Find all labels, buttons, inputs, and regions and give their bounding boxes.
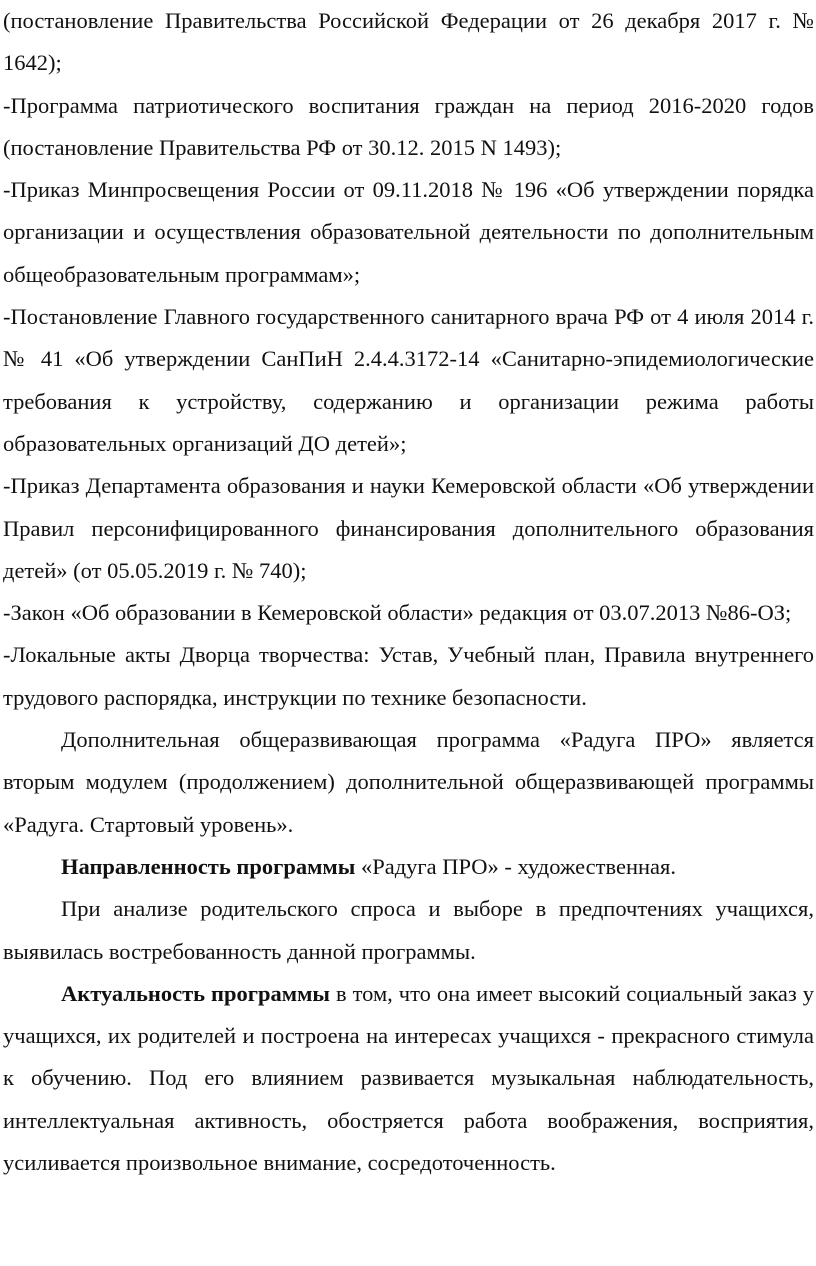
direction-text: «Радуга ПРО» - художественная. [355, 853, 677, 879]
paragraph-ministry-order: -Приказ Минпросвещения России от 09.11.2018 № 196 «Об утверждении порядка организации и осуществления образовательной деятельности по дополнительным общеобразовательным программам»; [3, 177, 814, 287]
paragraph-relevance [3, 973, 814, 1184]
paragraph-education-law: -Закон «Об образовании в Кемеровской области» редакция от 03.07.2013 №86-ОЗ; [3, 600, 792, 626]
paragraph-department-order: -Приказ Департамента образования и науки Кемеровской области «Об утверждении Правил персонифицированного финансирования дополнительного образования детей» (от 05.05.2019 г. № 740); [3, 473, 814, 583]
relevance-text: в том, что она имеет высокий социальный заказ у учащихся, их родителей и построена на интересах учащихся - прекрасного стимула к обучению. Под его влиянием развивается музыкальная наблюдательность, интеллектуальная активность, обостряется работа воображения, восприятия, усиливается произвольное внимание, сосредоточенность. [3, 980, 814, 1176]
direction-label: Направленность программы [61, 853, 356, 879]
paragraph-demand: При анализе родительского спроса и выборе в предпочтениях учащихся, выявилась востребованность данной программы. [3, 896, 814, 964]
paragraph-regulation-continued: (постановление Правительства Российской Федерации от 26 декабря 2017 г. № 1642); [3, 8, 814, 76]
paragraph-program-direction [3, 846, 814, 888]
paragraph-patriotic-program: -Программа патриотического воспитания граждан на период 2016-2020 годов (постановление Правительства РФ от 30.12. 2015 N 1493); [3, 92, 814, 160]
paragraph-local-acts: -Локальные акты Дворца творчества: Устав, Учебный план, Правила внутреннего трудового распорядка, инструкции по технике безопасности. [3, 642, 814, 710]
paragraph-program-module: Дополнительная общеразвивающая программа «Радуга ПРО» является вторым модулем (продолжением) дополнительной общеразвивающей программы «Радуга. Стартовый уровень». [3, 727, 814, 837]
paragraph-sanpin-resolution: -Постановление Главного государственного санитарного врача РФ от 4 июля 2014 г. № 41 «Об утверждении СанПиН 2.4.4.3172-14 «Санитарно-эпидемиологические требования к устройству, содержанию и организации режима работы образовательных организаций ДО детей»; [3, 304, 814, 456]
relevance-label: Актуальность программы [61, 980, 330, 1006]
